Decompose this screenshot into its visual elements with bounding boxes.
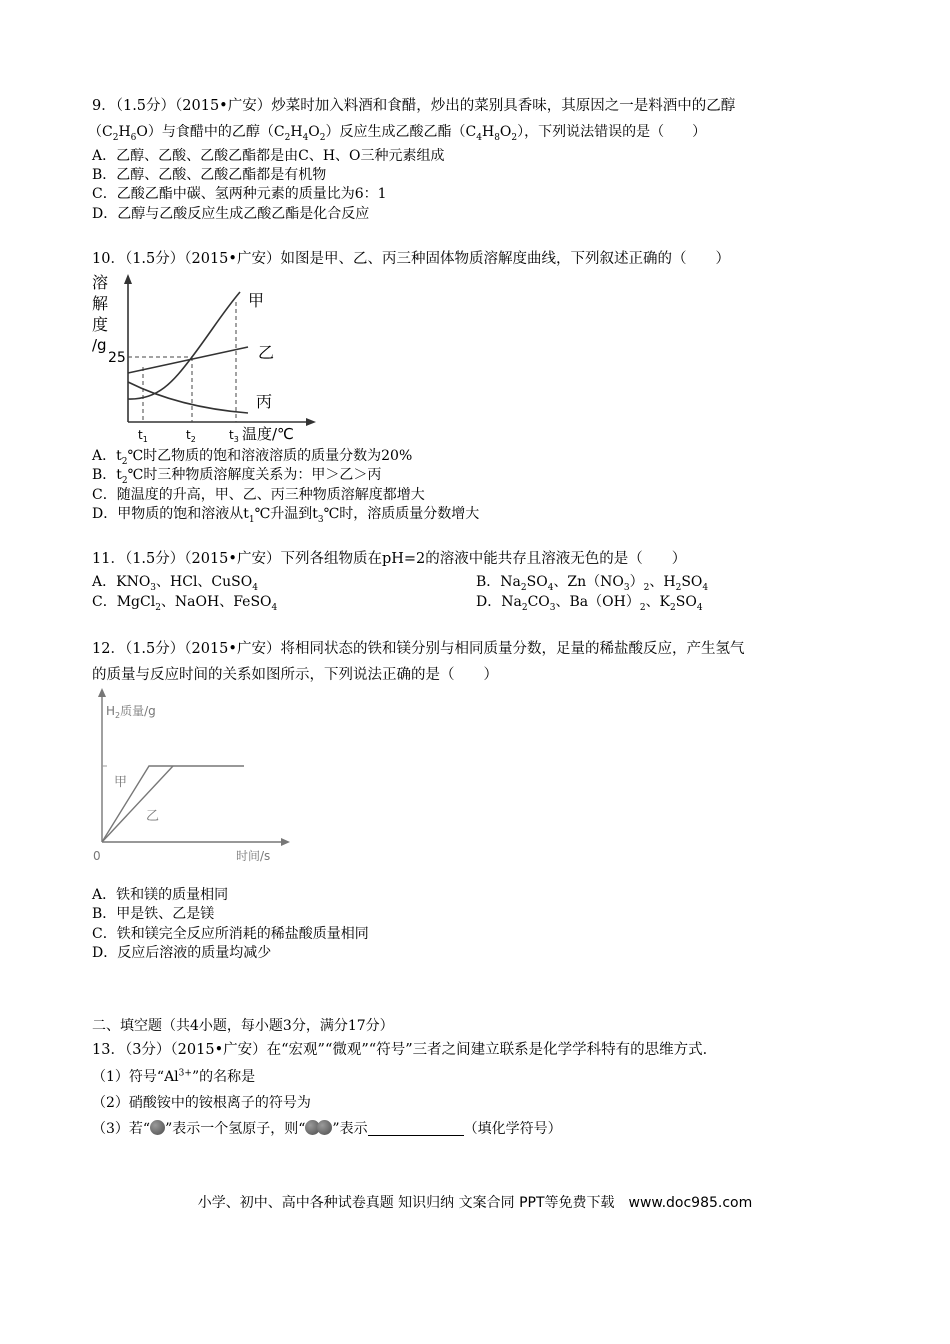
q11-option-d: D．$Na_2CO_3$、$Ba(OH)_2$、$K_2SO_4$ <box>476 594 703 613</box>
q9-stem-line1: 9．（1.5分）（2015•广安）炒菜时加入料酒和食醋，炒出的菜别具香味，其原因之一是料酒中的乙醇 <box>92 98 736 114</box>
q13-part2: （2）硝酸铵中的铵根离子的符号为 <box>92 1095 311 1111</box>
q12-y-axis-arrow <box>98 688 106 697</box>
hydrogen-atom-icon <box>317 1120 332 1135</box>
q10-stem: 10．（1.5分）（2015•广安）如图是甲、乙、丙三种固体物质溶解度曲线，下列叙述正确的（ ） <box>92 251 730 267</box>
q12-xlabel: 时间/s <box>236 849 271 863</box>
q10-label-yi: 乙 <box>258 343 275 362</box>
q9-option-a: A．乙醇、乙酸、乙酸乙酯都是由C、H、O三种元素组成 <box>92 148 445 164</box>
section2-heading: 二、填空题（共4小题，每小题3分，满分17分） <box>92 1018 394 1034</box>
q12-ylabel: $H_2$质量/g <box>106 704 156 720</box>
q9-option-c: C．乙酸乙酯中碳、氢两种元素的质量比为6：1 <box>92 186 387 202</box>
q12-option-d: D．反应后溶液的质量均减少 <box>92 945 272 961</box>
q12-origin: 0 <box>93 849 101 863</box>
q10-x-tick-t2: $t_2$ <box>186 428 196 444</box>
hydrogen-atom-icon <box>150 1120 165 1135</box>
q11-stem: 11．（1.5分）（2015•广安）下列各组物质在pH=2的溶液中能共存且溶液无色的是（ ） <box>92 551 687 567</box>
q10-option-c: C．随温度的升高，甲、乙、丙三种物质溶解度都增大 <box>92 487 425 503</box>
q10-x-tick-t3: $t_3$ <box>229 428 239 444</box>
q12-hydrogen-chart <box>88 688 308 868</box>
q12-x-axis-arrow <box>281 838 290 846</box>
q12-stem-line1: 12．（1.5分）（2015•广安）将相同状态的铁和镁分别与相同质量分数，足量的稀盐酸反应，产生氢气 <box>92 641 745 657</box>
q10-label-jia: 甲 <box>248 291 265 310</box>
q13-part1: （1）符号“$Al^{3+}$”的名称是 <box>92 1068 256 1085</box>
q10-ylabel-char-4: /g <box>92 336 107 354</box>
q10-option-d: D．甲物质的饱和溶液从$t_1℃$升温到$t_3℃$时，溶质质量分数增大 <box>92 506 480 525</box>
q13-part3: （3）若“ ”表示一个氢原子，则“ ”表示 （填化学符号） <box>92 1121 562 1137</box>
q12-label-jia: 甲 <box>114 775 128 790</box>
q10-ylabel-char-3: 度 <box>92 315 109 334</box>
q10-solubility-chart <box>88 272 338 452</box>
q10-ylabel-char-1: 溶 <box>92 273 109 292</box>
q12-option-c: C．铁和镁完全反应所消耗的稀盐酸质量相同 <box>92 926 369 942</box>
q10-curve-yi <box>128 347 248 373</box>
q10-label-bing: 丙 <box>256 392 273 411</box>
q9-option-d: D．乙醇与乙酸反应生成乙酸乙酯是化合反应 <box>92 206 370 222</box>
q9-stem-line2: $(C_2H_6O)$与食醋中的乙醇$(C_2H_4O_2)$反应生成乙酸乙酯$(C_4H_8O_2)$，下列说法错误的是（ ） <box>88 124 707 143</box>
q12-option-a: A．铁和镁的质量相同 <box>92 887 229 903</box>
q10-option-a: A．$t_2℃$时乙物质的饱和溶液溶质的质量分数为20% <box>92 448 413 467</box>
q10-ylabel-char-2: 解 <box>92 294 109 313</box>
q10-x-tick-t1: $t_1$ <box>138 428 148 444</box>
q9-option-b: B．乙醇、乙酸、乙酸乙酯都是有机物 <box>92 167 327 183</box>
q11-option-c: C．MgCl$_2$、NaOH、FeSO$_4$ <box>92 594 278 613</box>
q12-stem-line2: 的质量与反应时间的关系如图所示，下列说法正确的是（ ） <box>92 667 498 683</box>
q10-curve-jia <box>128 292 240 399</box>
q10-option-b: B．$t_2℃$时三种物质溶解度关系为：甲＞乙＞丙 <box>92 467 382 486</box>
q11-option-b: B．$Na_2SO_4$、$Zn(NO_3)_2$、$H_2SO_4$ <box>476 574 709 593</box>
q12-line-yi <box>102 766 173 842</box>
q10-x-axis-arrow <box>306 418 316 426</box>
q12-label-yi: 乙 <box>146 809 160 824</box>
q13-answer-blank[interactable] <box>368 1121 464 1136</box>
q10-xlabel: 温度/℃ <box>242 425 294 443</box>
q13-stem: 13．（3分）（2015•广安）在“宏观”“微观”“符号”三者之间建立联系是化学学科特有的思维方式． <box>92 1042 718 1058</box>
q10-y-tick-25: 25 <box>108 350 126 366</box>
q10-y-axis-arrow <box>124 274 132 284</box>
q11-option-a: A．$KNO_3$、HCl、CuSO$_4$ <box>92 574 258 593</box>
q12-option-b: B．甲是铁、乙是镁 <box>92 906 215 922</box>
page-footer: 小学、初中、高中各种试卷真题 知识归纳 文案合同 PPT等免费下载 www.doc985.com <box>197 1195 753 1211</box>
